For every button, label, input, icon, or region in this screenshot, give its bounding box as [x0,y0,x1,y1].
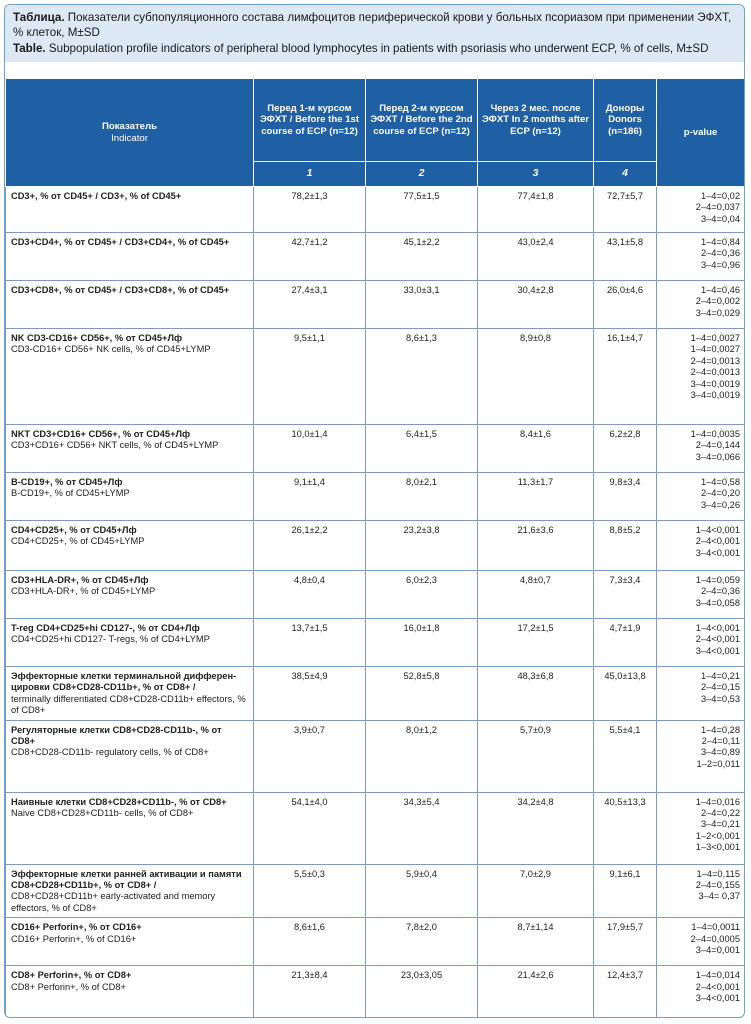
indicator-cell [6,521,254,571]
pvalue-line: 1–4=0,016 [695,796,740,807]
pvalue-line: 2–4<0,001 [695,981,740,992]
value-cell-2: 7,8±2,0 [366,918,478,966]
indicator-cell [6,720,254,792]
value-cell-3: 21,4±2,6 [478,966,594,1018]
indicator-cell [6,233,254,281]
caption-ru-text: Показатели субпопуляционного состава лимфоцитов периферической крови у больных псориазом при применении ЭФХТ, % клеток, M±SD [13,11,732,39]
pvalue-cell [657,918,745,966]
indicator-en: CD3-CD16+ CD56+ NK cells, % of CD45+LYMP [11,344,211,355]
pvalue-line: 1–4=0,84 [700,237,740,247]
pvalue-line: 2–4=0,0013 [690,355,740,366]
caption-en-label: Table. [13,42,46,55]
value-cell-2: 6,0±2,3 [366,571,478,619]
indicator-cell [6,571,254,619]
table-row [6,233,745,281]
value-cell-3: 34,2±4,8 [478,792,594,864]
pvalue-cell [657,792,745,864]
pvalue-cell [657,720,745,792]
indicator-cell [6,281,254,329]
value-cell-4: 9,8±3,4 [594,473,657,521]
value-cell-1: 42,7±1,2 [254,233,366,281]
value-cell-2: 52,8±5,8 [366,667,478,721]
pvalue-cell [657,619,745,667]
value-cell-1: 4,8±0,4 [254,571,366,619]
value-cell-4: 8,8±5,2 [594,521,657,571]
value-cell-1: 9,1±1,4 [254,473,366,521]
value-cell-2: 6,4±1,5 [366,425,478,473]
indicator-cell [6,619,254,667]
pvalue-line: 1–4=0,21 [700,671,740,681]
indicator-en: CD3+CD16+ CD56+ NKT cells, % of CD45+LYMP [11,440,219,451]
indicator-en: CD3+HLA-DR+, % of CD45+LYMP [11,586,156,597]
pvalue-cell [657,329,745,425]
value-cell-1: 54,1±4,0 [254,792,366,864]
indicator-ru: B-CD19+, % от CD45+Лф [11,477,123,487]
pvalue-line: 1–4=0,014 [695,970,740,981]
indicator-en: B-CD19+, % of CD45+LYMP [11,488,130,499]
value-cell-1: 13,7±1,5 [254,619,366,667]
pvalue-cell [657,667,745,721]
pvalue-cell [657,571,745,619]
caption-ru-label: Таблица. [13,11,65,24]
pvalue-line: 2–4=0,15 [700,682,740,693]
indicator-cell [6,329,254,425]
pvalue-line: 1–4<0,001 [695,525,740,535]
indicator-en: CD4+CD25+, % of CD45+LYMP [11,536,145,547]
pvalue-cell [657,281,745,329]
indicator-ru: Наивные клетки CD8+CD28+CD11b-, % от CD8+ [11,796,227,807]
indicator-ru: CD3+, % от CD45+ / CD3+, % of CD45+ [11,191,182,201]
value-cell-1: 9,5±1,1 [254,329,366,425]
indicator-ru: NKT CD3+CD16+ CD56+, % от CD45+Лф [11,429,191,439]
value-cell-2: 33,0±3,1 [366,281,478,329]
value-cell-2: 45,1±2,2 [366,233,478,281]
value-cell-1: 3,9±0,7 [254,720,366,792]
value-cell-4: 5,5±4,1 [594,720,657,792]
pvalue-line: 3–4=0,001 [695,945,740,956]
pvalue-line: 3–4=0,89 [700,747,740,758]
pvalue-cell [657,473,745,521]
value-cell-2: 16,0±1,8 [366,619,478,667]
indicator-cell [6,966,254,1018]
pvalue-line: 1–3<0,001 [695,842,740,853]
header-pvalue: p-value [657,79,745,187]
pvalue-line: 3–4= 0,37 [698,891,740,902]
value-cell-4: 72,7±5,7 [594,187,657,233]
header-indicator-ru: Показатель [101,121,157,132]
value-cell-4: 4,7±1,9 [594,619,657,667]
pvalue-line: 3–4=0,21 [700,819,740,830]
pvalue-line: 1–4=0,28 [700,724,740,735]
pvalue-line: 2–4<0,001 [695,634,740,645]
value-cell-3: 30,4±2,8 [478,281,594,329]
value-cell-4: 16,1±4,7 [594,329,657,425]
value-cell-1: 10,0±1,4 [254,425,366,473]
indicator-ru: CD3+CD4+, % от CD45+ / CD3+CD4+, % of CD45+ [11,237,230,247]
value-cell-1: 27,4±3,1 [254,281,366,329]
header-col3: Через 2 мес. после ЭФХТ In 2 months after ECP (n=12) [478,79,594,162]
indicator-en: CD4+CD25+hi CD127- T-regs, % of CD4+LYMP [11,634,210,645]
pvalue-line: 1–4=0,115 [696,868,740,879]
value-cell-2: 8,6±1,3 [366,329,478,425]
caption-en [13,41,736,56]
pvalue-line: 3–4=0,066 [695,451,740,462]
value-cell-1: 26,1±2,2 [254,521,366,571]
value-cell-1: 78,2±1,3 [254,187,366,233]
table-row [6,571,745,619]
indicator-en: CD16+ Perforin+, % of CD16+ [11,933,137,944]
indicator-ru: Эффекторные клетки терминальной дифферен-цировки CD8+CD28-CD11b+, % от CD8+ / [11,671,237,693]
table-row [6,667,745,721]
indicator-cell [6,187,254,233]
pvalue-line: 1–4=0,46 [700,285,740,295]
pvalue-line: 2–4=0,0013 [690,367,740,378]
caption-ru [13,10,736,40]
indicator-en: CD8+ Perforin+, % of CD8+ [11,981,126,992]
indicator-ru: T-reg CD4+CD25+hi CD127-, % от CD4+Лф [11,623,200,633]
value-cell-4: 43,1±5,8 [594,233,657,281]
table-row [6,329,745,425]
value-cell-3: 8,7±1,14 [478,918,594,966]
pvalue-cell [657,966,745,1018]
indicator-en: Naive CD8+CD28+CD11b- cells, % of CD8+ [11,808,194,819]
value-cell-3: 17,2±1,5 [478,619,594,667]
value-cell-3: 4,8±0,7 [478,571,594,619]
value-cell-4: 45,0±13,8 [594,667,657,721]
indicator-cell [6,918,254,966]
value-cell-4: 12,4±3,7 [594,966,657,1018]
pvalue-line: 1–4=0,02 [700,191,740,201]
pvalue-line: 1–4<0,001 [695,623,740,633]
table-row [6,720,745,792]
table-row [6,187,745,233]
value-cell-3: 7,0±2,9 [478,864,594,918]
pvalue-line: 3–4=0,96 [700,259,740,270]
value-cell-3: 43,0±2,4 [478,233,594,281]
indicator-ru: NK CD3-CD16+ CD56+, % от CD45+Лф [11,333,183,343]
pvalue-cell [657,425,745,473]
pvalue-line: 3–4=0,26 [700,499,740,510]
pvalue-line: 1–2=0,011 [696,758,740,769]
indicator-en: CD8+CD28-CD11b- regulatory cells, % of CD8+ [11,747,209,758]
pvalue-cell [657,864,745,918]
value-cell-3: 77,4±1,8 [478,187,594,233]
pvalue-line: 2–4=0,20 [700,488,740,499]
pvalue-line: 2–4=0,11 [701,736,740,747]
pvalue-line: 1–4=0,0035 [690,429,740,439]
pvalue-line: 3–4<0,001 [695,993,740,1004]
value-cell-1: 21,3±8,4 [254,966,366,1018]
pvalue-line: 3–4<0,001 [695,547,740,558]
value-cell-4: 17,9±5,7 [594,918,657,966]
indicator-ru: CD3+CD8+, % от CD45+ / CD3+CD8+, % of CD45+ [11,285,230,295]
indicator-cell [6,473,254,521]
pvalue-line: 3–4<0,001 [695,645,740,656]
header-idx-1: 1 [254,162,366,187]
value-cell-4: 26,0±4,6 [594,281,657,329]
indicator-ru: CD3+HLA-DR+, % от CD45+Лф [11,575,149,585]
table-caption [5,5,744,62]
indicator-cell [6,667,254,721]
indicator-ru: CD8+ Perforin+, % от CD8+ [11,970,132,981]
header-col1: Перед 1-м курсом ЭФХТ / Before the 1st course of ECP (n=12) [254,79,366,162]
value-cell-3: 8,9±0,8 [478,329,594,425]
header-col4: Доноры Donors (n=186) [594,79,657,162]
pvalue-line: 2–4=0,037 [695,202,740,213]
caption-en-text: Subpopulation profile indicators of peripheral blood lymphocytes in patients with psoriasis who underwent ECP, % of cells, M±SD [48,42,709,55]
table-row [6,619,745,667]
header-col2: Перед 2-м курсом ЭФХТ / Before the 2nd course of ECP (n=12) [366,79,478,162]
indicator-ru: CD16+ Perforin+, % от CD16+ [11,922,142,933]
pvalue-line: 2–4=0,36 [700,586,740,597]
pvalue-line: 2–4=0,36 [700,248,740,259]
value-cell-1: 5,5±0,3 [254,864,366,918]
pvalue-line: 1–4=0,0011 [691,922,740,933]
table-row [6,521,745,571]
value-cell-3: 48,3±6,8 [478,667,594,721]
indicator-cell [6,864,254,918]
value-cell-2: 5,9±0,4 [366,864,478,918]
header-indicator [6,79,254,187]
pvalue-line: 1–4=0,0027 [690,333,740,343]
value-cell-4: 9,1±6,1 [594,864,657,918]
header-idx-2: 2 [366,162,478,187]
value-cell-4: 40,5±13,3 [594,792,657,864]
value-cell-2: 77,5±1,5 [366,187,478,233]
pvalue-line: 2–4=0,144 [695,440,740,451]
pvalue-line: 1–4=0,58 [700,477,740,487]
header-idx-4: 4 [594,162,657,187]
value-cell-1: 8,6±1,6 [254,918,366,966]
indicator-ru: CD4+CD25+, % от CD45+Лф [11,525,137,535]
table-row [6,918,745,966]
pvalue-line: 2–4<0,001 [695,536,740,547]
header-indicator-en: Indicator [111,132,148,144]
pvalue-cell [657,521,745,571]
value-cell-2: 23,0±3,05 [366,966,478,1018]
table-row [6,425,745,473]
pvalue-line: 3–4=0,0019 [690,378,740,389]
table-body [6,187,745,1018]
indicator-ru: Регуляторные клетки CD8+CD28-CD11b-, % от CD8+ [11,724,222,747]
pvalue-line: 3–4=0,04 [700,213,740,224]
pvalue-line: 3–4=0,058 [695,597,740,608]
indicator-en: CD8+CD28+CD11b+ early-activated and memory effectors, % of CD8+ [11,891,216,913]
pvalue-line: 1–4=0,059 [695,575,740,585]
pvalue-cell [657,187,745,233]
pvalue-line: 1–2<0,001 [695,830,740,841]
value-cell-1: 38,5±4,9 [254,667,366,721]
pvalue-line: 3–4=0,029 [695,307,740,318]
pvalue-line: 3–4=0,53 [700,693,740,704]
value-cell-2: 23,2±3,8 [366,521,478,571]
value-cell-3: 21,6±3,6 [478,521,594,571]
value-cell-2: 8,0±2,1 [366,473,478,521]
pvalue-line: 3–4=0,0019 [690,390,740,401]
value-cell-2: 34,3±5,4 [366,792,478,864]
value-cell-3: 11,3±1,7 [478,473,594,521]
pvalue-line: 2–4=0,22 [700,808,740,819]
pvalue-cell [657,233,745,281]
table-frame [4,4,745,1018]
header-idx-3: 3 [478,162,594,187]
pvalue-line: 2–4=0,155 [695,880,740,891]
indicator-cell [6,792,254,864]
indicator-cell [6,425,254,473]
value-cell-4: 7,3±3,4 [594,571,657,619]
indicator-en: terminally differentiated CD8+CD28-CD11b+ effectors, % of CD8+ [11,693,246,716]
table-row [6,281,745,329]
pvalue-line: 2–4=0,002 [695,296,740,307]
table-row [6,473,745,521]
pvalue-line: 2–4=0,0005 [690,933,740,944]
value-cell-4: 6,2±2,8 [594,425,657,473]
indicator-ru: Эффекторные клетки ранней активации и памяти CD8+CD28+CD11b+, % от CD8+ / [11,868,242,891]
data-table [5,78,745,1018]
table-row [6,864,745,918]
table-row [6,966,745,1018]
value-cell-3: 5,7±0,9 [478,720,594,792]
value-cell-2: 8,0±1,2 [366,720,478,792]
pvalue-line: 1–4=0,0027 [690,344,740,355]
table-row [6,792,745,864]
value-cell-3: 8,4±1,6 [478,425,594,473]
